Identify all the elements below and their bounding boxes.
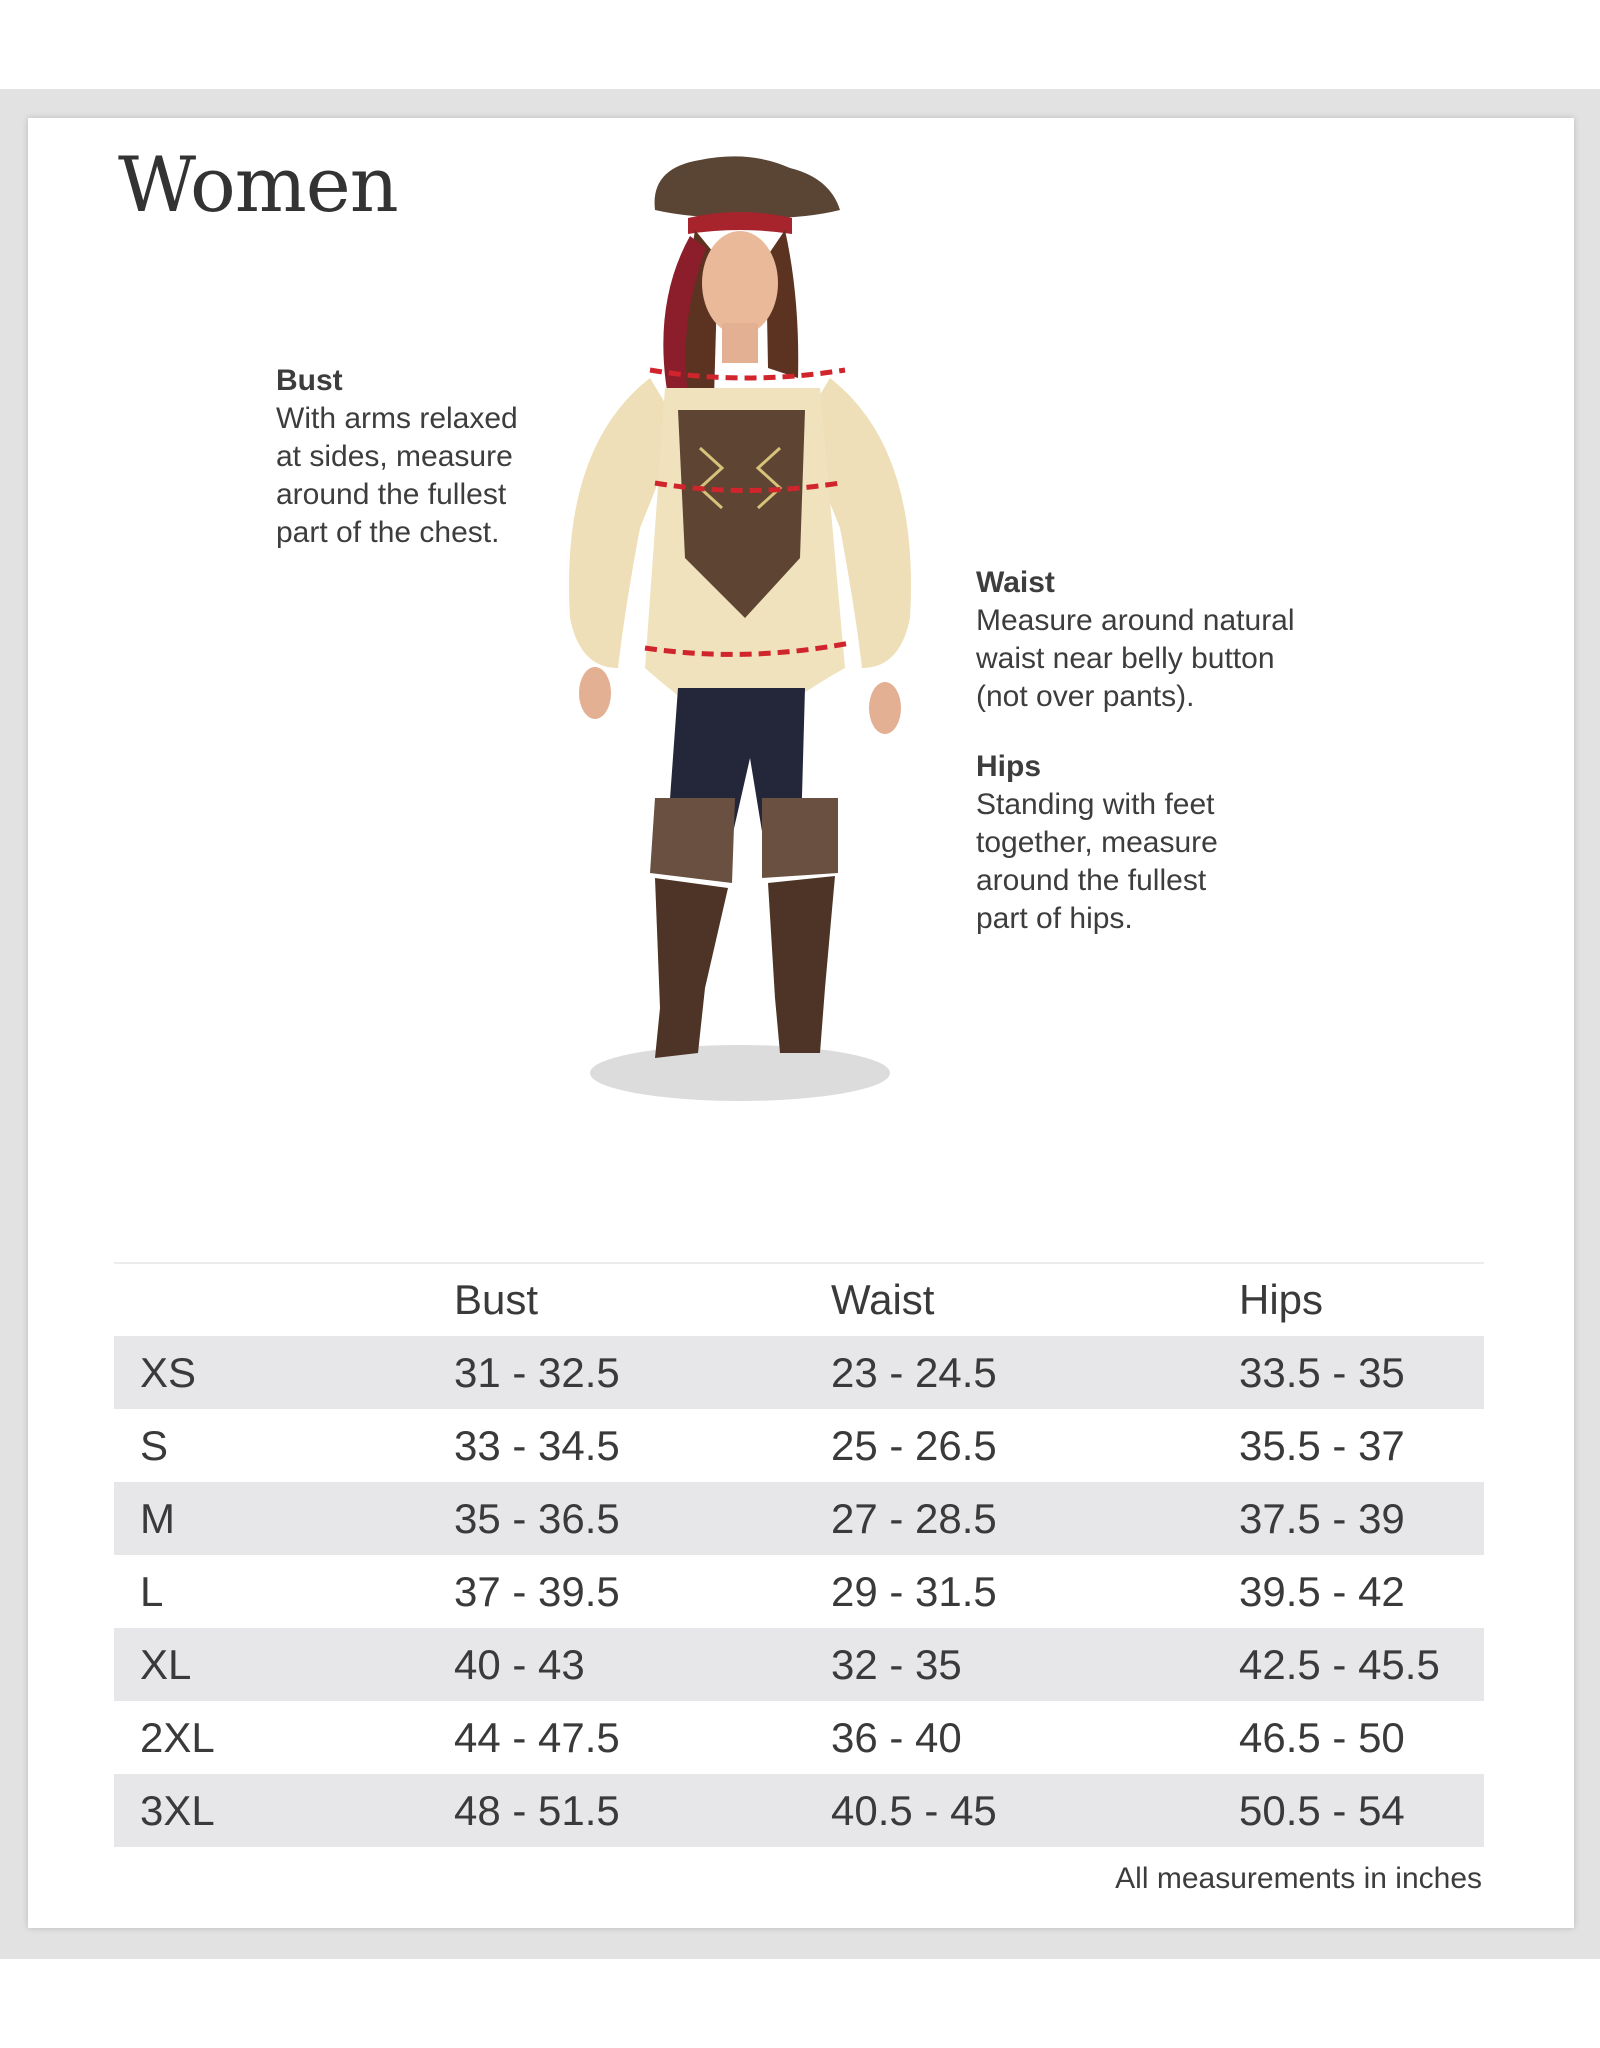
waist-note [976, 564, 1356, 716]
waist-cell: 40.5 - 45 [831, 1786, 997, 1834]
table-row [114, 1774, 1484, 1847]
hips-cell: 50.5 - 54 [1239, 1786, 1405, 1834]
size-cell: XS [140, 1348, 197, 1396]
waist-cell: 25 - 26.5 [831, 1421, 997, 1469]
table-header-row [114, 1263, 1484, 1336]
hips-heading: Hips [976, 750, 1042, 783]
bust-cell: 33 - 34.5 [454, 1421, 620, 1469]
bust-cell: 31 - 32.5 [454, 1348, 620, 1396]
table-row [114, 1482, 1484, 1555]
size-cell: 2XL [140, 1713, 215, 1761]
column-header-hips: Hips [1239, 1263, 1484, 1336]
bust-cell: 44 - 47.5 [454, 1713, 620, 1761]
bust-instructions: With arms relaxed at sides, measure around the fullest part of the chest. [276, 402, 518, 549]
table-row [114, 1701, 1484, 1774]
table-row [114, 1336, 1484, 1409]
table-row [114, 1555, 1484, 1628]
hips-cell: 46.5 - 50 [1239, 1713, 1405, 1761]
waist-instructions: Measure around natural waist near belly button (not over pants). [976, 604, 1295, 713]
waist-cell: 27 - 28.5 [831, 1494, 997, 1542]
waist-cell: 29 - 31.5 [831, 1567, 997, 1615]
model-figure-image [500, 148, 970, 1208]
waist-cell: 23 - 24.5 [831, 1348, 997, 1396]
bust-cell: 40 - 43 [454, 1640, 585, 1688]
hips-cell: 42.5 - 45.5 [1239, 1640, 1440, 1688]
bust-cell: 48 - 51.5 [454, 1786, 620, 1834]
size-cell: L [140, 1567, 164, 1615]
bust-heading: Bust [276, 364, 343, 397]
column-header-bust: Bust [454, 1263, 831, 1336]
size-cell: M [140, 1494, 175, 1542]
bust-cell: 35 - 36.5 [454, 1494, 620, 1542]
waist-cell: 32 - 35 [831, 1640, 962, 1688]
waist-cell: 36 - 40 [831, 1713, 962, 1761]
size-cell: S [140, 1421, 169, 1469]
table-row [114, 1628, 1484, 1701]
hips-cell: 39.5 - 42 [1239, 1567, 1405, 1615]
units-footnote: All measurements in inches [1115, 1862, 1482, 1895]
column-header-size [114, 1263, 454, 1336]
table-row [114, 1409, 1484, 1482]
hips-cell: 33.5 - 35 [1239, 1348, 1405, 1396]
hips-cell: 35.5 - 37 [1239, 1421, 1405, 1469]
size-cell: 3XL [140, 1786, 215, 1834]
bust-cell: 37 - 39.5 [454, 1567, 620, 1615]
column-header-waist: Waist [831, 1263, 1239, 1336]
size-table [114, 1262, 1484, 1847]
hips-instructions: Standing with feet together, measure around the fullest part of hips. [976, 788, 1218, 935]
waist-heading: Waist [976, 566, 1055, 599]
hips-note [976, 748, 1306, 938]
size-cell: XL [140, 1640, 192, 1688]
page-title: Women [118, 140, 398, 229]
hips-cell: 37.5 - 39 [1239, 1494, 1405, 1542]
